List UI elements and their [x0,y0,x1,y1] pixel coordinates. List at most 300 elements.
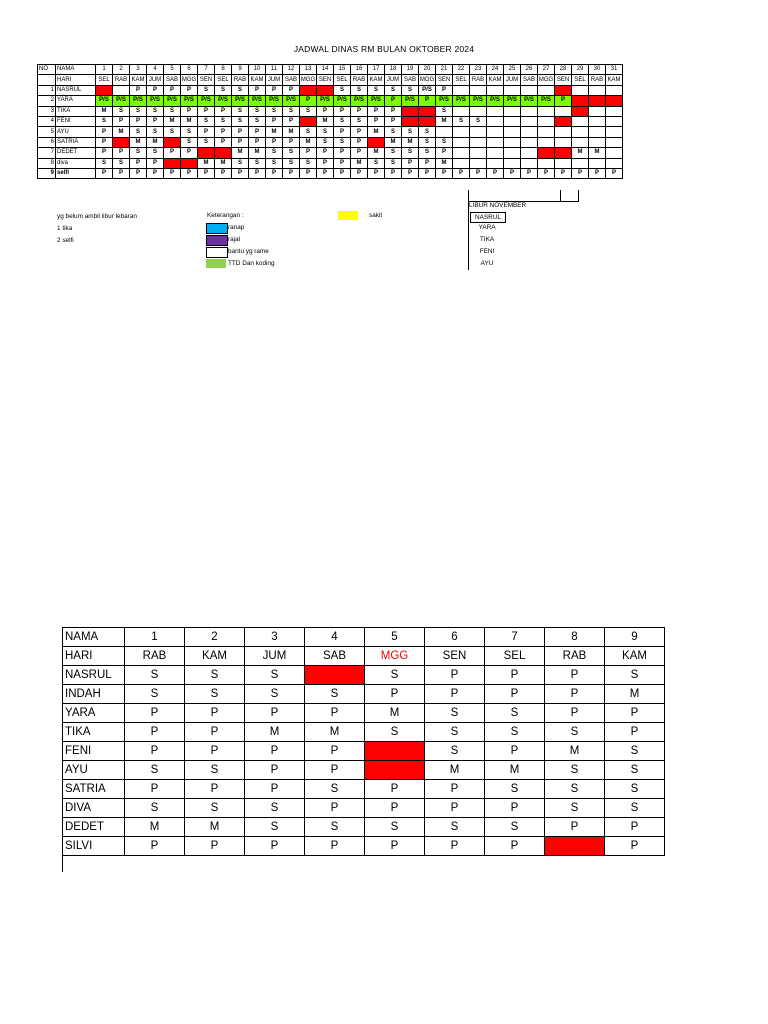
shift-cell: S [470,116,487,126]
shift-cell: P [504,168,521,178]
shift-cell: P [545,704,605,723]
shift-cell [305,666,365,685]
shift-cell: S [300,127,317,137]
shift-cell: P [300,148,317,158]
shift-cell: P [436,148,453,158]
table-row [63,818,665,837]
shift-cell: P/S [504,96,521,106]
shift-cell: P/S [215,96,232,106]
shift-cell: P [125,742,185,761]
shift-cell: P [385,168,402,178]
shift-cell: P [351,148,368,158]
shift-cell: P [300,96,317,106]
shift-cell: M [164,116,181,126]
shift-cell: S [130,106,147,116]
shift-cell [419,106,436,116]
table-row [38,158,623,168]
staff-name: INDAH [63,685,125,704]
shift-cell: P [300,168,317,178]
shift-cell: P [305,761,365,780]
shift-cell: S [147,148,164,158]
shift-cell: P [147,85,164,95]
shift-cell [606,158,623,168]
shift-cell: S [605,666,665,685]
notes-item-1: 1 tika [57,225,73,232]
shift-cell: S [485,704,545,723]
shift-cell [589,158,606,168]
table-row [38,127,623,137]
day-header: RAB [545,647,605,666]
day-header: JUM [385,75,402,85]
shift-cell [300,116,317,126]
date-header: 7 [485,628,545,647]
shift-cell: S [317,137,334,147]
shift-cell [164,137,181,147]
shift-cell: P/S [266,96,283,106]
shift-cell: P [368,168,385,178]
libur-name-nasrul: NASRUL [470,212,506,223]
shift-cell [453,137,470,147]
shift-cell: M [317,116,334,126]
shift-cell [453,127,470,137]
day-header: SEL [572,75,589,85]
day-header: KAM [606,75,623,85]
shift-cell: P [605,704,665,723]
shift-cell [470,158,487,168]
table-row [63,742,665,761]
table-row [38,96,623,106]
shift-cell [606,96,623,106]
shift-cell [538,158,555,168]
shift-cell: M [185,818,245,837]
shift-cell: P [130,158,147,168]
day-header: SEL [96,75,113,85]
shift-cell [96,85,113,95]
shift-cell: P [419,168,436,178]
shift-cell: S [419,137,436,147]
date-header: 1 [125,628,185,647]
shift-cell: P [351,127,368,137]
shift-cell: S [485,780,545,799]
staff-name: selfi [56,168,96,178]
shift-cell: S [368,158,385,168]
shift-cell: S [436,137,453,147]
shift-cell: P [164,148,181,158]
day-header: SEL [485,647,545,666]
legend-label-ranap: ranap [228,224,245,231]
shift-cell: P [232,137,249,147]
shift-cell [470,127,487,137]
legend-swatch-rajal [206,235,228,246]
shift-cell: P [96,148,113,158]
shift-cell: P/S [164,96,181,106]
day-header: KAM [487,75,504,85]
shift-cell [521,116,538,126]
day-header: SAB [283,75,300,85]
shift-cell: P [317,106,334,116]
shift-cell: P [419,158,436,168]
shift-cell: P [185,704,245,723]
shift-cell: P/S [232,96,249,106]
shift-cell: P/S [538,96,555,106]
shift-cell [555,116,572,126]
shift-cell: P [365,799,425,818]
header-hari: HARI [63,647,125,666]
staff-name: AYU [63,761,125,780]
shift-cell: S [351,116,368,126]
shift-cell: P [266,168,283,178]
shift-cell: S [164,106,181,116]
shift-cell: S [545,723,605,742]
shift-cell [555,158,572,168]
row-number: 5 [38,127,56,137]
shift-cell [504,158,521,168]
day-header: KAM [605,647,665,666]
notes-heading: yg belum ambil libur lebaran [57,213,137,220]
shift-cell [470,137,487,147]
shift-cell: P/S [334,96,351,106]
shift-cell: S [317,127,334,137]
shift-cell: S [305,780,365,799]
day-header: KAM [368,75,385,85]
shift-cell [419,116,436,126]
date-header: 14 [317,65,334,75]
shift-cell: S [425,818,485,837]
shift-cell: P [215,168,232,178]
shift-cell: S [545,799,605,818]
shift-cell: M [181,116,198,126]
staff-name: TIKA [56,106,96,116]
shift-cell: S [245,799,305,818]
shift-cell: S [351,85,368,95]
row-number: 7 [38,148,56,158]
shift-cell [402,106,419,116]
table-row [63,723,665,742]
shift-cell: S [334,116,351,126]
header-no-blank [38,75,56,85]
day-header: SAB [402,75,419,85]
shift-cell: P [245,780,305,799]
day-header: JUM [245,647,305,666]
shift-cell: S [147,127,164,137]
table-row [38,148,623,158]
legend-swatch-ttd [206,259,226,268]
shift-cell: P [181,85,198,95]
shift-cell: P/S [147,96,164,106]
shift-cell [606,148,623,158]
date-header: 21 [436,65,453,75]
divider-line [578,190,579,202]
shift-cell [504,85,521,95]
shift-cell: M [572,148,589,158]
shift-cell: P/S [436,96,453,106]
shift-cell: M [96,106,113,116]
shift-cell: S [425,742,485,761]
shift-cell [453,106,470,116]
shift-cell [572,106,589,116]
shift-cell: S [245,685,305,704]
shift-cell: P [402,158,419,168]
day-header: JUM [504,75,521,85]
shift-cell: P [572,168,589,178]
table-row [63,666,665,685]
shift-cell [504,116,521,126]
shift-cell: P [555,168,572,178]
staff-name: SATRIA [56,137,96,147]
shift-cell: P [402,168,419,178]
shift-cell: S [164,127,181,137]
shift-cell: P [351,137,368,147]
shift-cell [453,158,470,168]
shift-cell: S [185,799,245,818]
shift-cell [521,137,538,147]
row-number: 9 [38,168,56,178]
staff-name: DEDET [56,148,96,158]
shift-cell: P [249,127,266,137]
legend-heading: Keterangan : [207,212,244,219]
shift-cell: P [266,137,283,147]
shift-cell: S [605,742,665,761]
date-header: 2 [185,628,245,647]
date-header: 18 [385,65,402,75]
october-schedule-table [37,64,623,179]
shift-cell: S [419,127,436,137]
shift-cell: P [181,106,198,116]
shift-cell: P [334,127,351,137]
date-header: 28 [555,65,572,75]
shift-cell: M [368,127,385,137]
shift-cell: M [436,158,453,168]
shift-cell [572,127,589,137]
shift-cell: P [198,106,215,116]
shift-cell: P [215,106,232,116]
shift-cell: P [198,168,215,178]
shift-cell: P [185,723,245,742]
shift-cell: P [130,168,147,178]
shift-cell: P [385,106,402,116]
staff-name: SATRIA [63,780,125,799]
staff-name: YARA [63,704,125,723]
date-header: 8 [545,628,605,647]
shift-cell: P [147,168,164,178]
table-row [63,799,665,818]
shift-cell: P [425,799,485,818]
shift-cell: P [545,666,605,685]
shift-cell: P [113,168,130,178]
row-number: 6 [38,137,56,147]
shift-cell: S [125,761,185,780]
shift-cell: P [96,127,113,137]
shift-cell: P [425,685,485,704]
shift-cell: S [113,106,130,116]
shift-cell: P/S [198,96,215,106]
date-header: 27 [538,65,555,75]
shift-cell [538,85,555,95]
table-row [63,704,665,723]
shift-cell: P [436,168,453,178]
libur-name-ayu: AYU [480,260,494,267]
shift-cell: M [351,158,368,168]
shift-cell: P [245,761,305,780]
shift-cell: S [245,818,305,837]
shift-cell [538,148,555,158]
shift-cell: M [385,137,402,147]
shift-cell: P/S [453,96,470,106]
shift-cell: M [130,137,147,147]
shift-cell [470,85,487,95]
shift-cell: P/S [487,96,504,106]
shift-cell [215,148,232,158]
shift-cell: S [402,85,419,95]
shift-cell: P [249,168,266,178]
day-header: SEN [198,75,215,85]
shift-cell: P [365,837,425,856]
shift-cell [487,148,504,158]
date-header: 25 [504,65,521,75]
shift-cell: S [125,666,185,685]
shift-cell: P [147,116,164,126]
shift-cell: M [436,116,453,126]
date-header: 6 [181,65,198,75]
day-header: SEL [215,75,232,85]
shift-cell [365,761,425,780]
shift-cell: P [181,148,198,158]
shift-cell: S [419,148,436,158]
shift-cell: S [334,137,351,147]
shift-cell: S [130,127,147,137]
shift-cell: S [368,85,385,95]
date-header: 9 [232,65,249,75]
date-header: 4 [305,628,365,647]
shift-cell: S [249,158,266,168]
header-nama: NAMA [63,628,125,647]
shift-cell: P [96,168,113,178]
shift-cell: S [300,158,317,168]
date-header: 31 [606,65,623,75]
shift-cell: S [545,761,605,780]
shift-cell: P [245,837,305,856]
shift-cell: P [185,780,245,799]
shift-cell: P [305,837,365,856]
table-header-row [63,628,665,647]
shift-cell: P [453,168,470,178]
shift-cell [164,158,181,168]
shift-cell: S [385,85,402,95]
day-header: JUM [147,75,164,85]
shift-cell: S [125,799,185,818]
shift-cell: P [605,837,665,856]
shift-cell: S [385,127,402,137]
shift-cell: S [185,666,245,685]
shift-cell: P/S [402,96,419,106]
shift-cell: S [249,106,266,116]
shift-cell [487,127,504,137]
table-row [63,780,665,799]
staff-name: DIVA [63,799,125,818]
day-header: RAB [351,75,368,85]
day-header: MGG [538,75,555,85]
shift-cell: P [245,742,305,761]
shift-cell: S [334,85,351,95]
day-header: KAM [249,75,266,85]
shift-cell: S [305,685,365,704]
shift-cell: P [305,704,365,723]
shift-cell: P/S [283,96,300,106]
shift-cell: P/S [130,96,147,106]
shift-cell: M [232,148,249,158]
shift-cell: P [485,685,545,704]
shift-cell: P [215,127,232,137]
staff-name: DEDET [63,818,125,837]
shift-cell [572,85,589,95]
shift-cell: P [317,148,334,158]
date-header: 3 [245,628,305,647]
staff-name: diva [56,158,96,168]
shift-cell [365,742,425,761]
shift-cell [538,106,555,116]
shift-cell: M [485,761,545,780]
shift-cell [545,837,605,856]
shift-cell: P [365,780,425,799]
shift-cell: P [130,116,147,126]
shift-cell [538,116,555,126]
shift-cell: S [485,723,545,742]
legend-swatch-bantu [206,247,228,258]
shift-cell [198,148,215,158]
shift-cell: S [453,116,470,126]
shift-cell: P [365,685,425,704]
shift-cell: S [605,799,665,818]
row-number: 4 [38,116,56,126]
shift-cell: M [545,742,605,761]
shift-cell [589,85,606,95]
staff-name: SILVI [63,837,125,856]
day-header: SEL [334,75,351,85]
shift-cell: S [283,106,300,116]
shift-cell [113,137,130,147]
shift-cell: S [385,158,402,168]
shift-cell: P [317,158,334,168]
day-header: MGG [419,75,436,85]
shift-cell: P [485,742,545,761]
shift-cell: S [185,761,245,780]
shift-cell: S [130,148,147,158]
shift-cell: P [185,837,245,856]
shift-cell: P [113,116,130,126]
staff-name: FENI [56,116,96,126]
shift-cell: P [555,96,572,106]
shift-cell [504,106,521,116]
shift-cell [521,106,538,116]
date-header: 7 [198,65,215,75]
date-header: 15 [334,65,351,75]
staff-name: FENI [63,742,125,761]
shift-cell [436,127,453,137]
shift-cell: P [164,85,181,95]
shift-cell: P [232,168,249,178]
shift-cell [521,148,538,158]
libur-name-feni: FENI [479,248,495,255]
shift-cell [572,96,589,106]
shift-cell: P/S [96,96,113,106]
day-header: SAB [164,75,181,85]
shift-cell: P [606,168,623,178]
row-number: 8 [38,158,56,168]
shift-cell: S [283,148,300,158]
shift-cell [606,116,623,126]
libur-name-yara: YARA [478,224,496,231]
shift-cell [487,85,504,95]
